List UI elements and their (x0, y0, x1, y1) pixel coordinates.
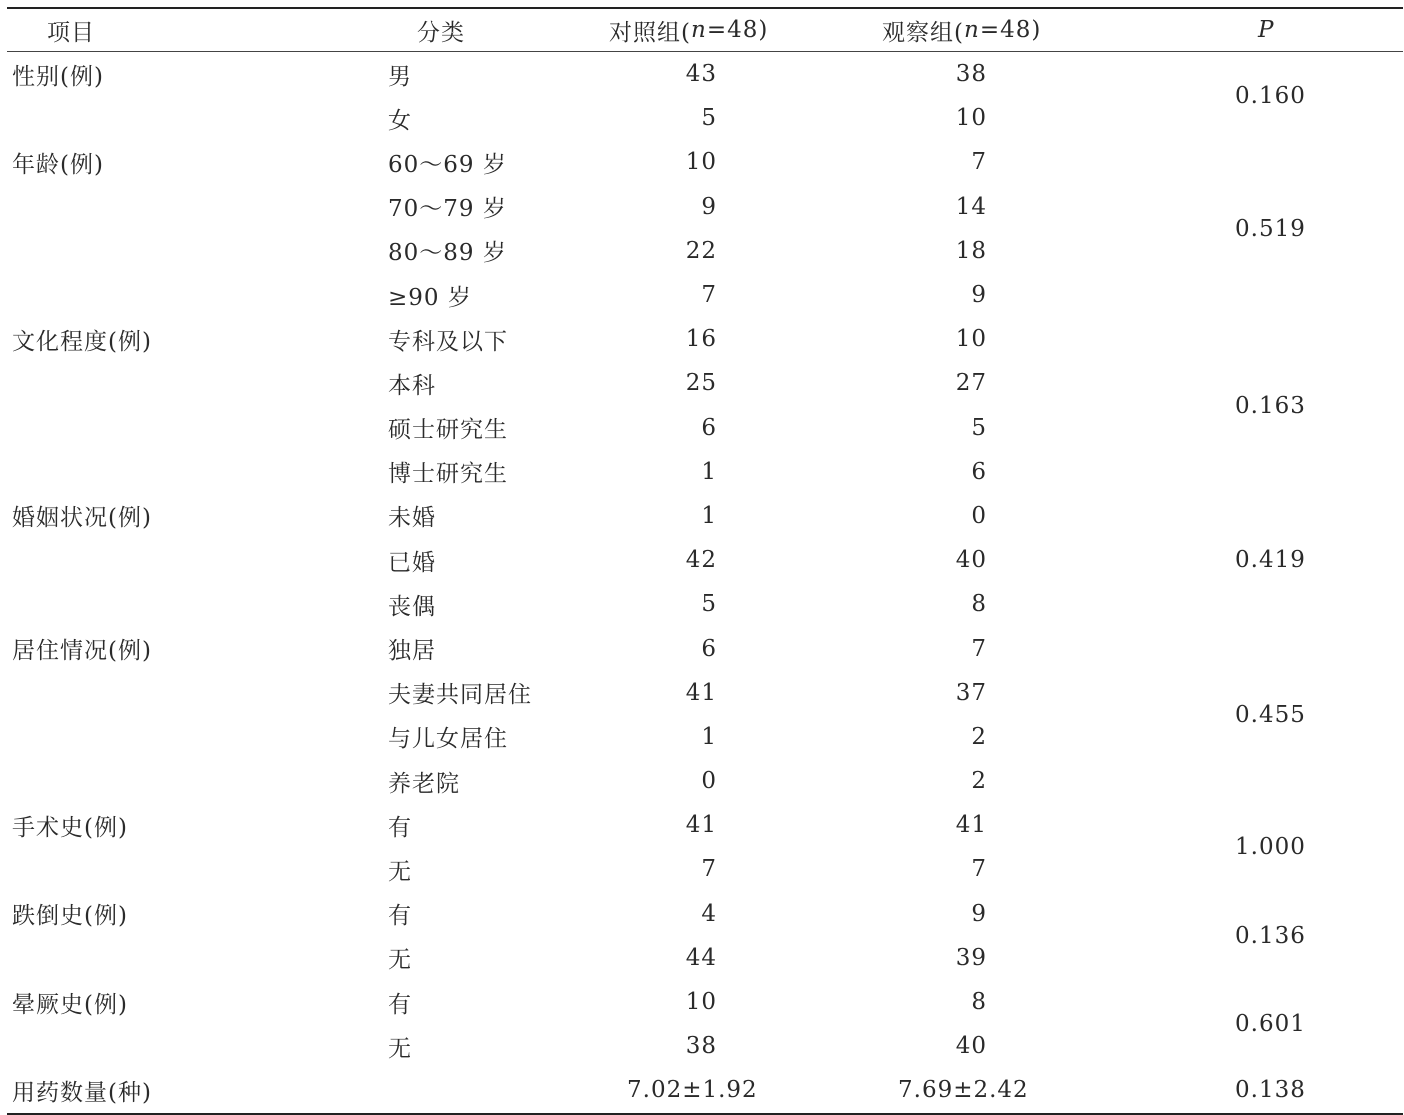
control-value: 43 (685, 61, 717, 88)
observe-value: 14 (955, 193, 987, 220)
variable-name: 婚姻状况(例) (12, 505, 152, 532)
observe-value: 2 (971, 768, 987, 795)
category-label: 博士研究生 (388, 461, 508, 488)
control-value: 22 (685, 237, 717, 264)
variable-group (7, 803, 1403, 891)
variable-group (7, 1068, 1403, 1112)
p-value: 0.419 (1235, 547, 1306, 574)
observe-value: 37 (955, 679, 987, 706)
category-label: 已婚 (388, 549, 436, 576)
demographics-table (7, 7, 1403, 1115)
table-row (7, 1024, 1403, 1068)
variable-name: 年龄(例) (12, 151, 104, 178)
table-row (7, 626, 1403, 670)
control-value: 38 (685, 1033, 717, 1060)
observe-value: 2 (971, 723, 987, 750)
p-value: 0.455 (1235, 701, 1306, 728)
control-value: 9 (701, 193, 717, 220)
observe-value: 0 (971, 502, 987, 529)
table-row (7, 317, 1403, 361)
control-value: 10 (685, 149, 717, 176)
category-label: 本科 (388, 372, 436, 399)
p-value: 0.136 (1235, 922, 1306, 949)
control-value: 5 (701, 591, 717, 618)
p-value: 0.138 (1235, 1077, 1306, 1104)
category-label: 无 (388, 858, 412, 885)
p-value: 1.000 (1235, 834, 1306, 861)
table-row (7, 582, 1403, 626)
category-label: 女 (388, 107, 412, 134)
observe-value: 9 (971, 900, 987, 927)
p-value: 0.163 (1235, 392, 1306, 419)
control-value: 0 (701, 768, 717, 795)
category-label: 有 (388, 903, 412, 930)
observe-value: 7 (971, 635, 987, 662)
category-label: 丧偶 (388, 593, 436, 620)
header-category: 分类 (417, 19, 465, 46)
category-label: 无 (388, 1035, 412, 1062)
variable-group (7, 140, 1403, 317)
category-label: 男 (388, 63, 412, 90)
control-value: 44 (685, 944, 717, 971)
variable-name: 用药数量(种) (12, 1079, 152, 1106)
observe-value: 27 (955, 370, 987, 397)
control-value: 7 (701, 282, 717, 309)
control-value: 42 (685, 547, 717, 574)
table-row (7, 96, 1403, 140)
table-header-row (7, 9, 1403, 52)
observe-value: 10 (955, 105, 987, 132)
control-value: 7 (701, 856, 717, 883)
variable-name: 跌倒史(例) (12, 903, 128, 930)
category-label: 夫妻共同居住 (388, 682, 532, 709)
p-value: 0.601 (1235, 1011, 1306, 1038)
table-row (7, 759, 1403, 803)
control-value: 1 (701, 458, 717, 485)
table-row (7, 803, 1403, 847)
variable-name: 性别(例) (12, 63, 104, 90)
category-label: 独居 (388, 638, 436, 665)
observe-value: 40 (955, 547, 987, 574)
table-row (7, 936, 1403, 980)
category-label: 70～79 岁 (388, 196, 507, 223)
control-value: 1 (701, 502, 717, 529)
header-p-value: P (1258, 17, 1275, 43)
table-row (7, 450, 1403, 494)
control-value: 6 (701, 414, 717, 441)
category-label: 有 (388, 991, 412, 1018)
table-row (7, 715, 1403, 759)
header-observe-group: 观察组( n =48) (882, 17, 1042, 46)
observe-value: 7.69±2.42 (898, 1077, 1029, 1104)
observe-value: 41 (955, 812, 987, 839)
variable-name: 居住情况(例) (12, 638, 152, 665)
table-row (7, 140, 1403, 184)
table-row (7, 671, 1403, 715)
category-label: 有 (388, 814, 412, 841)
control-value: 5 (701, 105, 717, 132)
category-label: 80～89 岁 (388, 240, 507, 267)
observe-value: 8 (971, 591, 987, 618)
category-label: 未婚 (388, 505, 436, 532)
header-item: 项目 (47, 19, 95, 46)
variable-name: 晕厥史(例) (12, 991, 128, 1018)
table-row (7, 273, 1403, 317)
observe-value: 7 (971, 149, 987, 176)
control-value: 1 (701, 723, 717, 750)
category-label: 养老院 (388, 770, 460, 797)
variable-group (7, 317, 1403, 494)
p-value: 0.160 (1235, 83, 1306, 110)
variable-group (7, 494, 1403, 627)
variable-group (7, 980, 1403, 1068)
category-label: 专科及以下 (388, 328, 508, 355)
table-row (7, 52, 1403, 96)
table-row (7, 185, 1403, 229)
category-label: ≥90 岁 (388, 284, 472, 311)
variable-name: 手术史(例) (12, 814, 128, 841)
control-value: 6 (701, 635, 717, 662)
table-row (7, 361, 1403, 405)
variable-name: 文化程度(例) (12, 328, 152, 355)
observe-value: 18 (955, 237, 987, 264)
control-value: 25 (685, 370, 717, 397)
table-row (7, 538, 1403, 582)
header-control-group: 对照组( n =48) (609, 17, 769, 46)
table-row (7, 494, 1403, 538)
category-label: 硕士研究生 (388, 417, 508, 444)
observe-value: 39 (955, 944, 987, 971)
control-value: 4 (701, 900, 717, 927)
variable-group (7, 626, 1403, 803)
table-row (7, 892, 1403, 936)
observe-value: 8 (971, 989, 987, 1016)
observe-value: 6 (971, 458, 987, 485)
category-label: 与儿女居住 (388, 726, 508, 753)
table-row (7, 980, 1403, 1024)
observe-value: 9 (971, 282, 987, 309)
table-row (7, 847, 1403, 891)
p-value: 0.519 (1235, 215, 1306, 242)
table-row (7, 406, 1403, 450)
variable-group (7, 892, 1403, 980)
variable-group (7, 52, 1403, 140)
observe-value: 38 (955, 61, 987, 88)
observe-value: 5 (971, 414, 987, 441)
table-row (7, 1068, 1403, 1112)
control-value: 41 (685, 812, 717, 839)
observe-value: 7 (971, 856, 987, 883)
control-value: 7.02±1.92 (627, 1077, 758, 1104)
table-row (7, 229, 1403, 273)
category-label: 60～69 岁 (388, 151, 507, 178)
control-value: 41 (685, 679, 717, 706)
category-label: 无 (388, 947, 412, 974)
control-value: 16 (685, 326, 717, 353)
control-value: 10 (685, 989, 717, 1016)
observe-value: 40 (955, 1033, 987, 1060)
table-body (7, 52, 1403, 1113)
observe-value: 10 (955, 326, 987, 353)
